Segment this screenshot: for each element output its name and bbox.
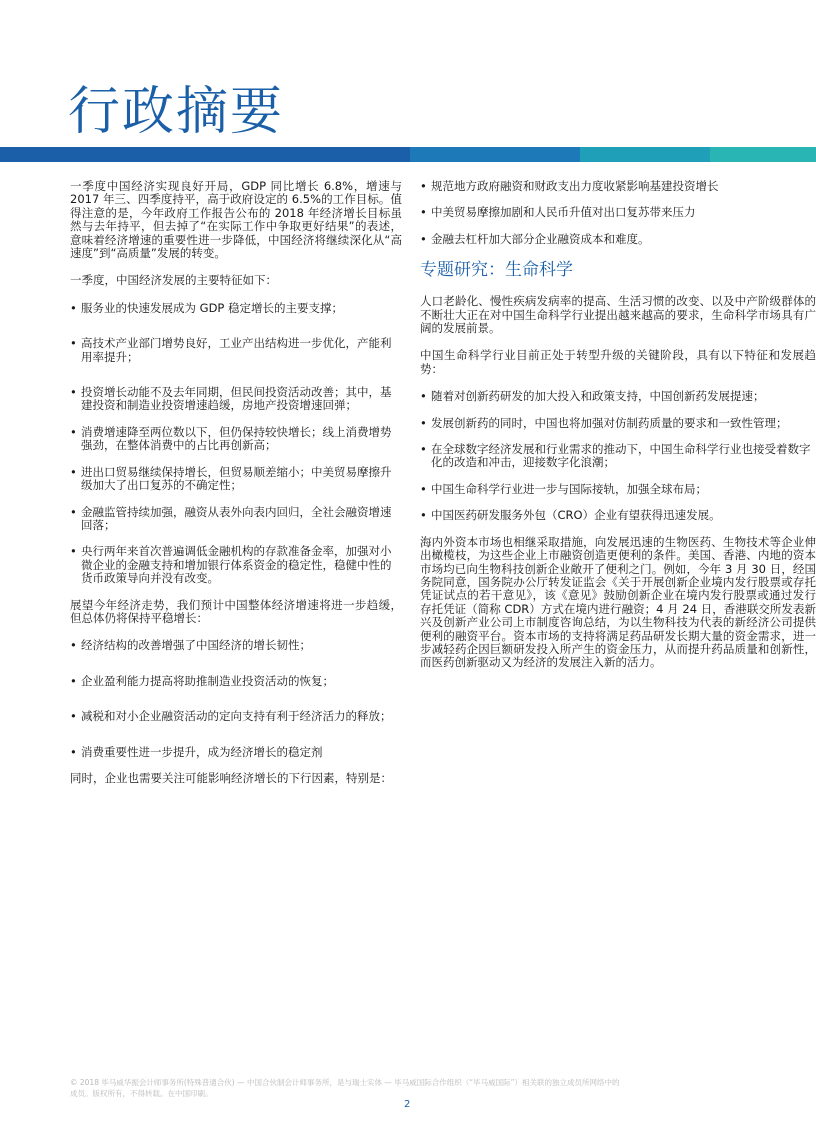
color-bar-segment — [580, 147, 710, 162]
bullet-icon: • — [420, 442, 427, 457]
bullet-icon: • — [70, 544, 77, 559]
bullet-icon: • — [70, 300, 77, 315]
bullet-icon: • — [420, 231, 427, 246]
list-item: • 发展创新药的同时，中国也将加强对仿制药质量的要求和一致性管理； — [420, 415, 788, 430]
list-item: • 央行两年来首次普遍调低金融机构的存款准备金率，加强对小微企业的金融支持和增加银行体系资金的稳定性，稳健中性的货币政策导向并没有改变。 — [70, 544, 392, 586]
right-column — [420, 180, 816, 684]
header-color-bar — [0, 147, 816, 162]
list-item: • 减税和对小企业融资活动的定向支持有利于经济活力的释放； — [70, 709, 392, 724]
bullet-icon: • — [70, 744, 77, 759]
list-item: • 规范地方政府融资和财政支出力度收紧影响基建投资增长 — [420, 179, 719, 193]
life-science-intro: 人口老龄化、慢性疾病发病率的提高、生活习惯的改变、以及中产阶级群体的不断壮大正在对中国生命科学行业提出越来越高的要求，生命科学市场具有广阔的发展前景。 — [420, 294, 816, 336]
color-bar-segment — [710, 147, 816, 162]
bullet-icon: • — [420, 389, 427, 404]
page-title: 行政摘要 — [68, 82, 285, 142]
trends-lead: 中国生命科学行业目前正处于转型升级的关键阶段，具有以下特征和发展趋势： — [420, 348, 816, 376]
outlook-lead: 展望今年经济走势，我们预计中国整体经济增速将进一步趋缓，但总体仍将保持平稳增长： — [70, 597, 402, 625]
outlook-list — [70, 639, 402, 759]
list-item: • 金融去杠杆加大部分企业融资成本和难度。 — [420, 231, 650, 246]
list-item: • 消费增速降至两位数以下，但仍保持较快增长；线上消费增势强劲，在整体消费中的占比再创新高； — [70, 424, 392, 453]
bullet-icon: • — [70, 673, 77, 688]
risks-lead: 同时，企业也需要关注可能影响经济增长的下行因素，特别是： — [70, 770, 392, 785]
risks-list — [420, 180, 816, 246]
section-heading: 专题研究：生命科学 — [420, 260, 573, 281]
list-item: • 随着对创新药研发的加大投入和政策支持，中国创新药发展提速； — [420, 389, 765, 404]
features-lead: 一季度，中国经济发展的主要特征如下： — [70, 273, 277, 288]
bullet-icon: • — [70, 424, 77, 439]
list-item: • 企业盈利能力提高将助推制造业投资活动的恢复； — [70, 673, 334, 688]
features-list — [70, 302, 402, 586]
bullet-icon: • — [420, 481, 427, 496]
list-item: • 在全球数字经济发展和行业需求的推动下，中国生命科学行业也接受着数字化的改造和冲击，迎接数字化浪潮； — [420, 442, 811, 470]
list-item: • 中国生命科学行业进一步与国际接轨，加强全球布局； — [420, 481, 707, 496]
bullet-icon: • — [420, 179, 427, 193]
intro-paragraph: 一季度中国经济实现良好开局，GDP 同比增长 6.8%，增速与 2017 年三、四季度持平，高于政府设定的 6.5%的工作目标。值得注意的是，今年政府工作报告公布的 2018 年经济增长目标虽然与去年持平，但去掉了“在实际工作中争取更好结果”的表述，意味着经济增速的重要性进一步降低，中国经济将继续深化从“高速度”到“高质量”发展的转变。 — [70, 179, 402, 261]
color-bar-segment — [60, 147, 410, 162]
bullet-icon: • — [70, 464, 77, 479]
list-item: • 消费重要性进一步提升，成为经济增长的稳定剂 — [70, 744, 323, 759]
footer-legal — [70, 1077, 770, 1099]
bullet-icon: • — [70, 638, 77, 653]
color-bar-segment — [0, 147, 60, 162]
bullet-icon: • — [70, 336, 77, 351]
list-item: • 服务业的快速发展成为 GDP 稳定增长的主要支撑； — [70, 300, 344, 315]
bullet-icon: • — [420, 415, 427, 430]
list-item: • 金融监管持续加强，融资从表外向表内回归，全社会融资增速回落； — [70, 504, 392, 532]
trends-list — [420, 390, 816, 522]
capital-market-paragraph: 海内外资本市场也相继采取措施，向发展迅速的生物医药、生物技术等企业伸出橄榄枝，为这些企业上市融资创造更便利的条件。美国、香港、内地的资本市场均已向生物科技创新企业敞开了便利之门。例如，今年 3 月 30 日，经国务院同意，国务院办公厅转发证监会《关于开展创新企业境内发行股票或存托凭证试点的若干意见》，该《意见》鼓励创新企业在境内发行股票或通过发行存托凭证（简称 CDR）方式在境内进行融资；4 月 24 日，香港联交所发表新兴及创新产业公司上市制度咨询总结，为以生物科技为代表的新经济公司提供便利的融资平台。资本市场的支持将满足药品研发长期大量的资金需求，进一步减轻药企因巨额研发投入所产生的资金压力，从而提升药品质量和创新性，而医药创新驱动又为经济的发展注入新的活力。 — [420, 534, 816, 670]
bullet-icon: • — [420, 205, 427, 220]
bullet-icon: • — [70, 709, 77, 724]
list-item: • 投资增长动能不及去年同期，但民间投资活动改善；其中，基建投资和制造业投资增速趋缓，房地产投资增速回弹； — [70, 385, 392, 413]
list-item: • 进出口贸易继续保持增长，但贸易顺差缩小；中美贸易摩擦升级加大了出口复苏的不确定性； — [70, 464, 392, 493]
list-item: • 中国医药研发服务外包（CRO）企业有望获得迅速发展。 — [420, 508, 721, 523]
list-item: • 经济结构的改善增强了中国经济的增长韧性； — [70, 638, 311, 653]
list-item: • 高技术产业部门增势良好，工业产出结构进一步优化，产能利用率提升； — [70, 336, 392, 364]
footer-legal-line: 成员。版权所有，不得转载。在中国印刷。 — [70, 1089, 213, 1098]
page-number: 2 — [404, 1099, 411, 1110]
list-item: • 中美贸易摩擦加剧和人民币升值对出口复苏带来压力 — [420, 205, 696, 220]
color-bar-segment — [410, 147, 580, 162]
footer-legal-line: © 2018 毕马威华振会计师事务所(特殊普通合伙) — 中国合伙制会计师事务所，是与瑞士实体 — 毕马威国际合作组织（“毕马威国际”）相关联的独立成员所网络中的 — [70, 1078, 620, 1087]
left-column — [70, 180, 402, 799]
bullet-icon: • — [70, 385, 77, 400]
bullet-icon: • — [70, 504, 77, 519]
bullet-icon: • — [420, 508, 427, 523]
